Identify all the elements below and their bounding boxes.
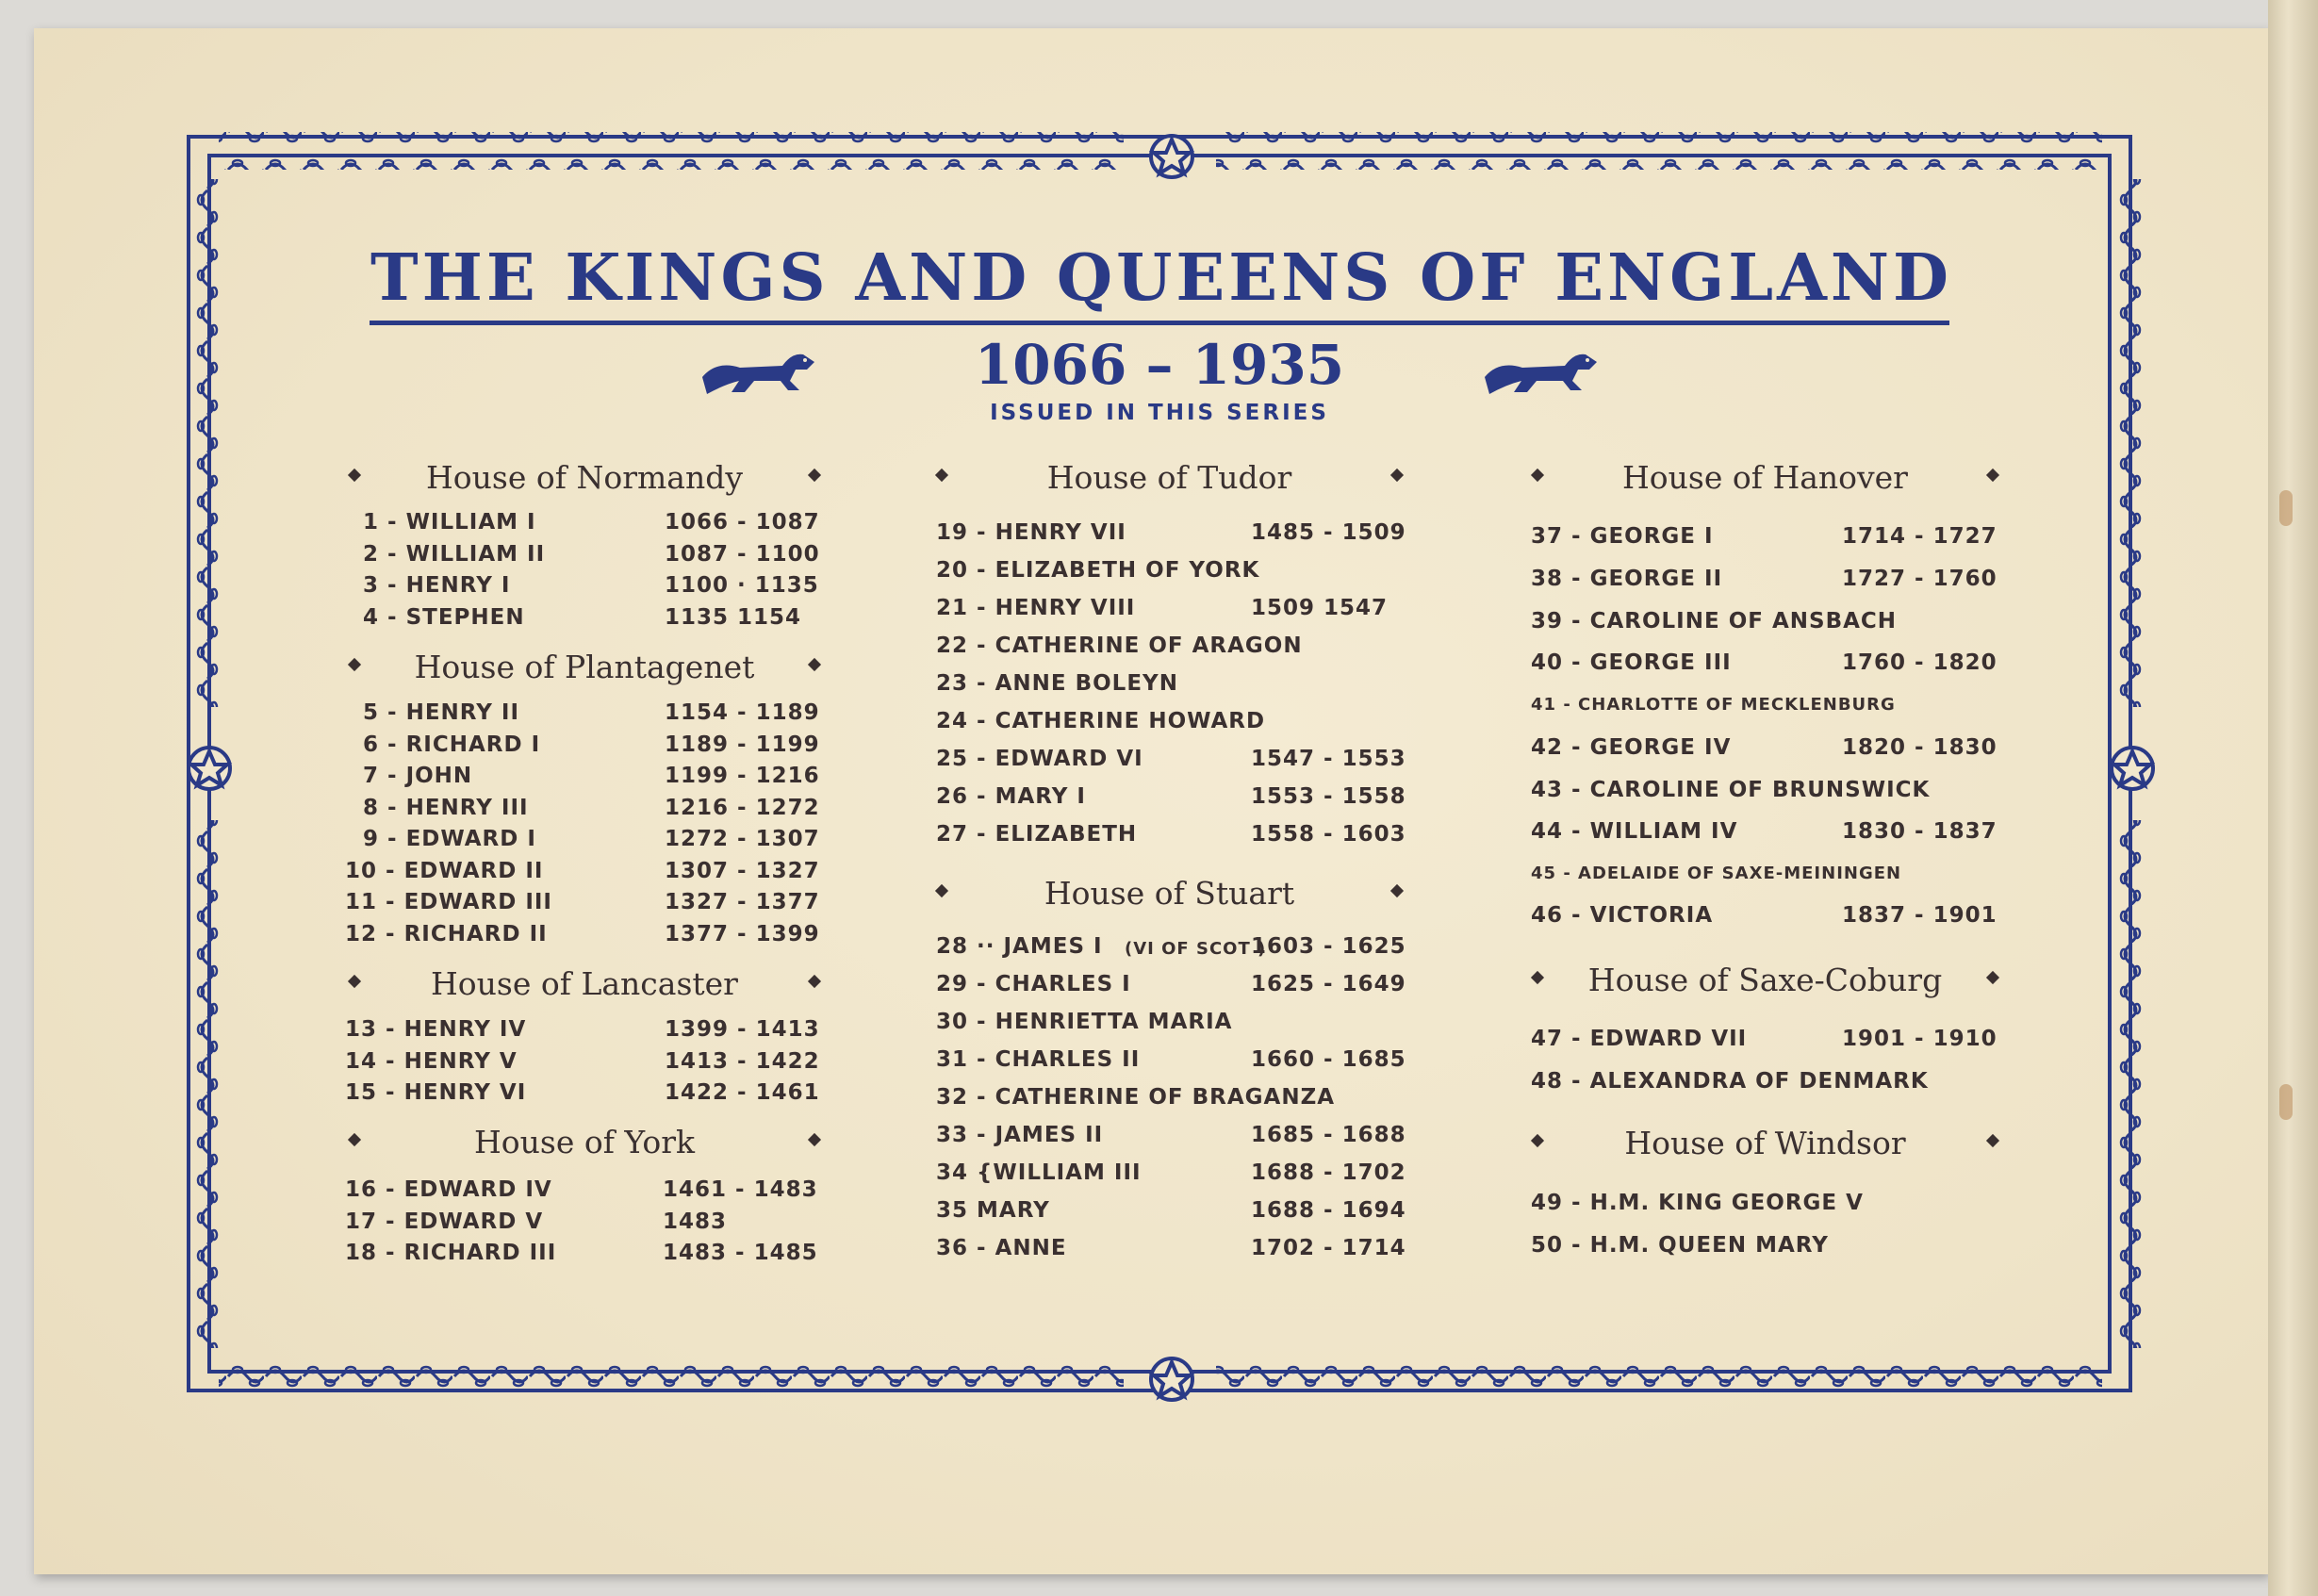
- diamond-bullet-icon: [1531, 1134, 1544, 1147]
- diamond-bullet-icon: [1531, 469, 1544, 482]
- house-heading-normandy: House of Normandy: [344, 459, 825, 496]
- diamond-bullet-icon: [1986, 971, 1999, 984]
- diamond-bullet-icon: [1986, 469, 1999, 482]
- diamond-bullet-icon: [935, 469, 948, 482]
- diamond-bullet-icon: [348, 469, 361, 482]
- diamond-bullet-icon: [348, 658, 361, 671]
- diamond-bullet-icon: [1986, 1134, 1999, 1147]
- house-heading-stuart: House of Stuart: [931, 875, 1407, 912]
- diamond-bullet-icon: [1390, 469, 1404, 482]
- lion-passant-icon: [1480, 341, 1603, 398]
- diamond-bullet-icon: [1531, 971, 1544, 984]
- house-heading-plantagenet: House of Plantagenet: [344, 649, 825, 685]
- house-heading-windsor: House of Windsor: [1527, 1125, 2003, 1161]
- diamond-bullet-icon: [935, 884, 948, 897]
- lion-passant-icon: [698, 341, 820, 398]
- house-heading-tudor: House of Tudor: [931, 459, 1407, 496]
- diamond-bullet-icon: [348, 1133, 361, 1146]
- diamond-bullet-icon: [808, 975, 821, 988]
- house-heading-york: House of York: [344, 1124, 825, 1160]
- house-heading-lancaster: House of Lancaster: [344, 965, 825, 1002]
- diamond-bullet-icon: [348, 975, 361, 988]
- house-heading-saxe-coburg: House of Saxe-Coburg: [1527, 962, 2003, 998]
- house-heading-hanover: House of Hanover: [1527, 459, 2003, 496]
- diamond-bullet-icon: [808, 658, 821, 671]
- date-range-heading: 1066 – 1935: [974, 333, 1345, 397]
- page-title: THE KINGS AND QUEENS OF ENGLAND: [370, 240, 1952, 316]
- title-underline: [370, 321, 1949, 325]
- diamond-bullet-icon: [808, 469, 821, 482]
- diamond-bullet-icon: [1390, 884, 1404, 897]
- series-subtitle: ISSUED IN THIS SERIES: [990, 401, 1329, 425]
- diamond-bullet-icon: [808, 1133, 821, 1146]
